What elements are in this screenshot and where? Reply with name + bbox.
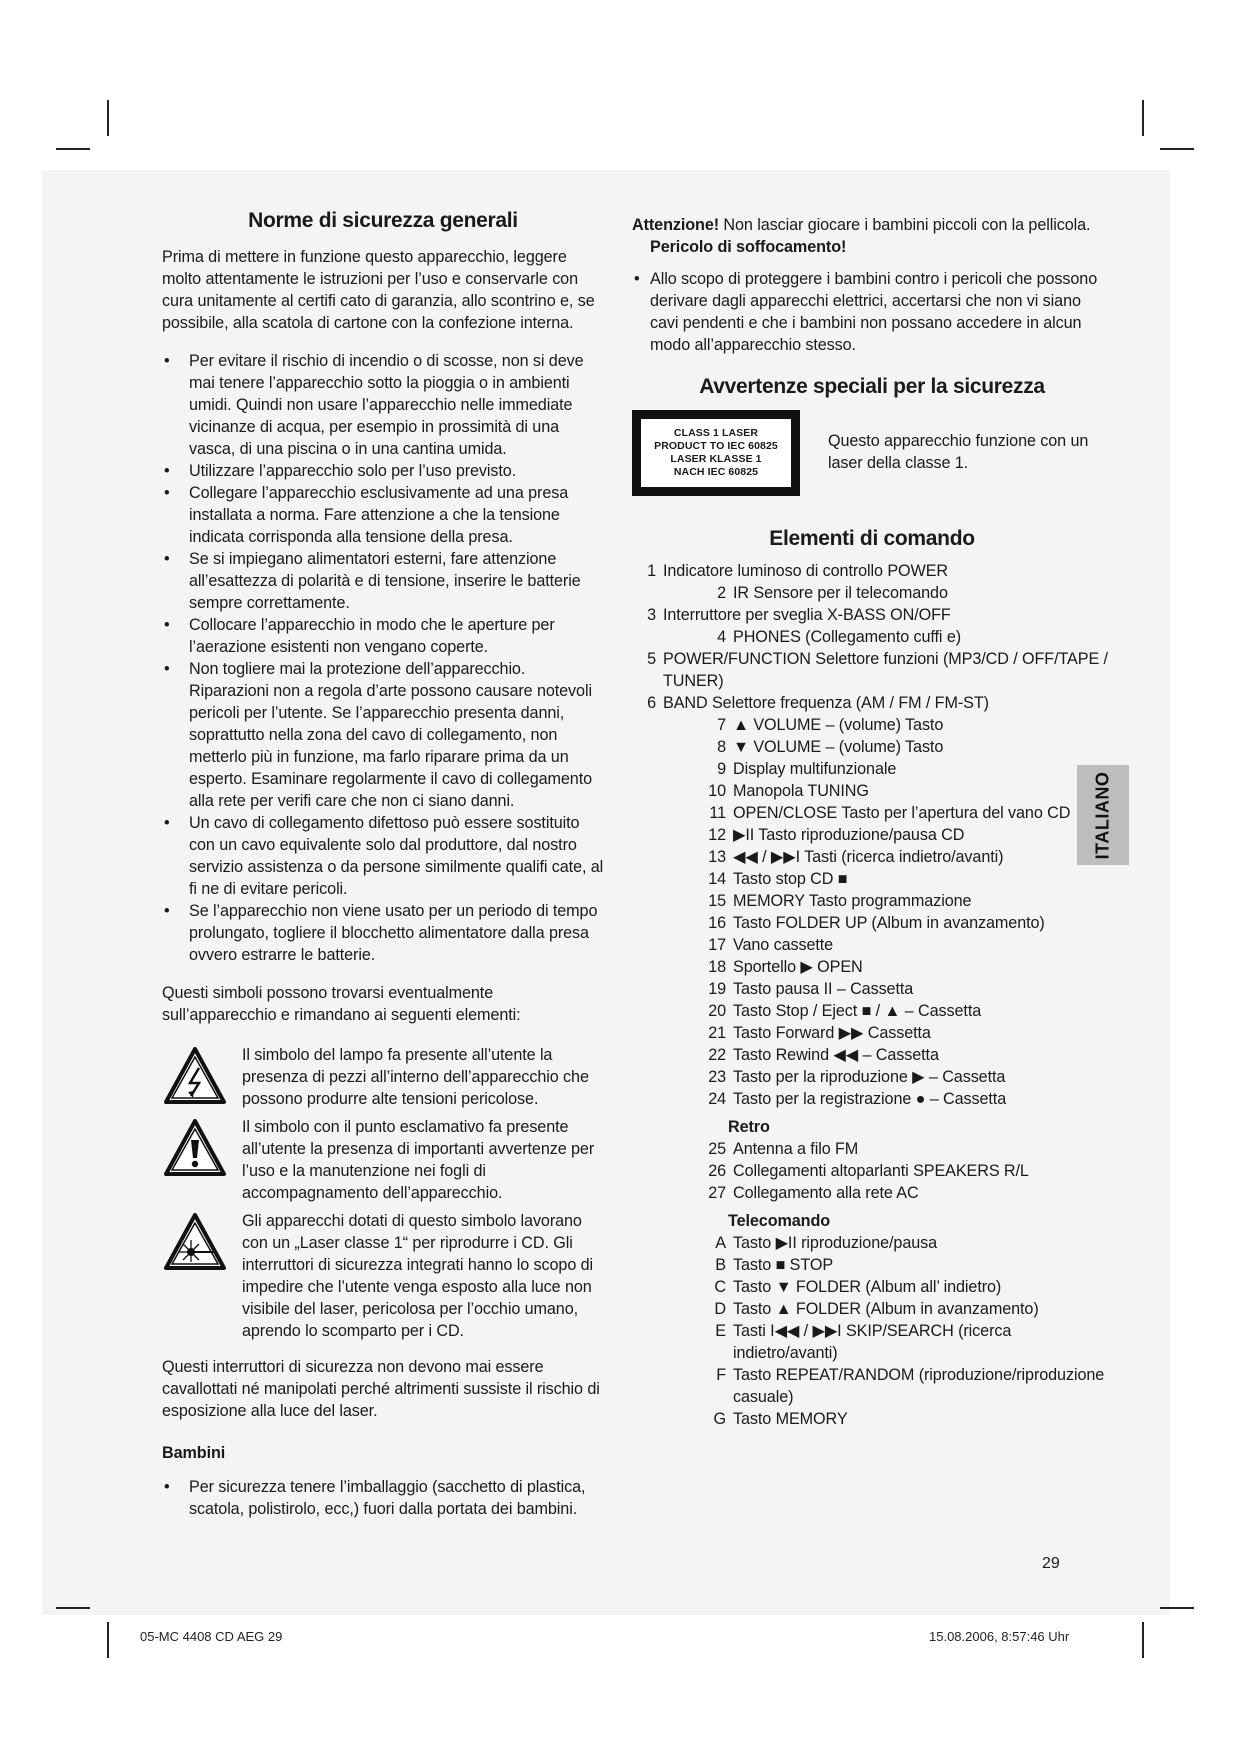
exclamation-warning-icon: [162, 1116, 228, 1204]
laser-class-label: [632, 410, 800, 496]
list-item: B Tasto ■ STOP: [715, 1256, 834, 1274]
list-item: 22 Tasto Rewind ◀◀ – Cassetta: [708, 1046, 939, 1064]
list-item: 9 Display multifunzionale: [717, 760, 897, 778]
list-item: 15 MEMORY Tasto programmazione: [708, 892, 972, 910]
crop-mark: [1142, 1622, 1144, 1658]
retro-list: [632, 1138, 1112, 1204]
list-item: • Allo scopo di proteggere i bambini contro i pericoli che possono derivare dagli apparecchi elettrici, accertarsi che non vi siano cavi pendenti e che i bambini non possano accedere in alcun modo all’apparecchio stesso.: [632, 268, 1112, 356]
laser-label-line: NACH IEC 60825: [673, 466, 759, 478]
list-item: 17 Vano cassette: [708, 936, 834, 954]
crop-mark: [1142, 100, 1144, 136]
list-item: • Se si impiegano alimentatori esterni, fare attenzione all’esattezza di polarità e di tensione, inserire le batterie sempre correttamente.: [162, 548, 604, 614]
list-item: • Un cavo di collegamento difettoso può essere sostituito con un cavo equivalente solo dal produttore, dal nostro servizio assistenza o da persone similmente qualifi cate, al fi ne di evitare pericoli.: [162, 812, 604, 900]
children-heading: Bambini: [162, 1444, 226, 1462]
symbol-text: Il simbolo con il punto esclamativo fa presente all’utente la presenza di importanti avvertenze per l’uso e la manutenzione nei fogli di accompagnamento dell’apparecchio.: [242, 1118, 595, 1202]
crop-mark: [1160, 148, 1194, 150]
list-item: • Non togliere mai la protezione dell’apparecchio. Riparazioni non a regola d’arte possono causare notevoli pericoli per l’utente. Se l’apparecchio presenta danni, soprattutto nella zona del cavo di collegamento, non metterlo più in funzione, ma farlo riparare prima da un esperto. Esaminare regolarmente il cavo di collegamento alla rete per verifi care che non ci siano danni.: [162, 658, 604, 812]
symbol-row-exclamation: [162, 1116, 604, 1204]
list-item: 5 POWER/FUNCTION Selettore funzioni (MP3/CD / OFF/TAPE / TUNER): [647, 650, 1108, 690]
symbol-row-laser: [162, 1210, 604, 1342]
attention-paragraph: [632, 214, 1112, 258]
retro-heading: Retro: [728, 1118, 770, 1136]
list-item: 8 ▼ VOLUME – (volume) Tasto: [717, 738, 944, 756]
remote-list: [632, 1232, 1112, 1430]
symbols-intro: Questi simboli possono trovarsi eventualmente sull’apparecchio e rimandano ai seguenti elementi:: [162, 984, 521, 1024]
list-item: F Tasto REPEAT/RANDOM (riproduzione/riproduzione casuale): [716, 1366, 1105, 1406]
section-title-general-safety: Norme di sicurezza generali: [248, 209, 518, 232]
laser-label-line: LASER KLASSE 1: [670, 453, 762, 465]
footer-file-info: 05-MC 4408 CD AEG 29: [140, 1629, 283, 1644]
crop-mark: [56, 148, 90, 150]
list-item: E Tasti I◀◀ / ▶▶I SKIP/SEARCH (ricerca indietro/avanti): [715, 1322, 1012, 1362]
attention-text: Non lasciar giocare i bambini piccoli con la pellicola.: [719, 216, 1091, 234]
children-protection-list: [632, 268, 1112, 356]
crop-mark: [107, 1622, 109, 1658]
laser-label-line: CLASS 1 LASER: [673, 427, 759, 439]
language-tab-label: ITALIANO: [1092, 771, 1113, 859]
footer-timestamp: 15.08.2006, 8:57:46 Uhr: [929, 1629, 1070, 1644]
crop-mark: [1160, 1607, 1194, 1609]
list-item: • Collegare l’apparecchio esclusivamente ad una presa installata a norma. Fare attenzione a che la tensione indicata corrisponda alla tensione della presa.: [162, 482, 604, 548]
list-item: • Se l’apparecchio non viene usato per un periodo di tempo prolungato, togliere il blocchetto alimentatore dalla presa ovvero estrarre le batterie.: [162, 900, 604, 966]
list-item: • Utilizzare l’apparecchio solo per l’uso previsto.: [162, 460, 604, 482]
list-item: 2 IR Sensore per il telecomando: [717, 584, 948, 602]
list-item: 16 Tasto FOLDER UP (Album in avanzamento): [708, 914, 1045, 932]
laser-class-label-inner: [640, 418, 792, 488]
remote-heading: Telecomando: [728, 1212, 831, 1230]
right-column: [632, 214, 1112, 1430]
laser-class-row: [632, 410, 1112, 496]
attention-danger: Pericolo di soffocamento!: [650, 238, 847, 256]
safety-bullet-list: [162, 350, 604, 966]
crop-mark: [56, 1607, 90, 1609]
symbol-text: Il simbolo del lampo fa presente all’utente la presenza di pezzi all’interno dell’apparecchio che possono produrre alte tensioni pericolose.: [242, 1046, 589, 1108]
controls-list: [632, 560, 1112, 1110]
list-item: 12 ▶II Tasto riproduzione/pausa CD: [708, 826, 965, 844]
list-item: • Per sicurezza tenere l’imballaggio (sacchetto di plastica, scatola, polistirolo, ecc,) fuori dalla portata dei bambini.: [162, 1476, 604, 1520]
list-item: 7 ▲ VOLUME – (volume) Tasto: [717, 716, 944, 734]
intro-paragraph: Prima di mettere in funzione questo apparecchio, leggere molto attentamente le istruzioni per l’uso e conservarle con cura unitamente al certifi cato di garanzia, allo scontrino e, se possibile, alla scatola di cartone con la confezione interna.: [162, 248, 595, 332]
laser-warning-icon: [162, 1210, 228, 1342]
section-title-controls: Elementi di comando: [769, 527, 975, 550]
list-item: D Tasto ▲ FOLDER (Album in avanzamento): [714, 1300, 1039, 1318]
list-item: 3 Interruttore per sveglia X-BASS ON/OFF: [647, 606, 951, 624]
children-bullet-list: [162, 1476, 604, 1520]
lightning-warning-icon: [162, 1044, 228, 1110]
crop-mark: [107, 100, 109, 136]
page-number: 29: [1042, 1555, 1060, 1572]
list-item: 14 Tasto stop CD ■: [708, 870, 848, 888]
list-item: 11 OPEN/CLOSE Tasto per l’apertura del vano CD: [709, 804, 1071, 822]
section-title-special-safety: Avvertenze speciali per la sicurezza: [699, 375, 1045, 398]
list-item: 24 Tasto per la registrazione ● – Cassetta: [708, 1090, 1007, 1108]
list-item: • Per evitare il rischio di incendio o di scosse, non si deve mai tenere l’apparecchio sotto la pioggia o in ambienti umidi. Quindi non usare l’apparecchio nelle immediate vicinanze di acqua, per esempio in prossimità di una vasca, di una piscina o in una cantina umida.: [162, 350, 604, 460]
list-item: 6 BAND Selettore frequenza (AM / FM / FM-ST): [647, 694, 989, 712]
list-item: 1 Indicatore luminoso di controllo POWER: [647, 562, 948, 580]
list-item: • Collocare l’apparecchio in modo che le aperture per l’aerazione esistenti non vengano coperte.: [162, 614, 604, 658]
list-item: 10 Manopola TUNING: [708, 782, 869, 800]
list-item: C Tasto ▼ FOLDER (Album all’ indietro): [714, 1278, 1002, 1296]
list-item: 13 ◀◀ / ▶▶I Tasti (ricerca indietro/avanti): [708, 848, 1004, 866]
list-item: 27 Collegamento alla rete AC: [708, 1184, 919, 1202]
symbol-row-lightning: [162, 1044, 604, 1110]
list-item: 21 Tasto Forward ▶▶ Cassetta: [708, 1024, 931, 1042]
left-column: [162, 210, 604, 1520]
language-side-tab: [1077, 765, 1129, 865]
symbol-text: Gli apparecchi dotati di questo simbolo lavorano con un „Laser classe 1“ per riprodurre i CD. Gli interruttori di sicurezza integrati hanno lo scopo di impedire che l’utente venga esposto alla luce non visibile del laser, pericolosa per l’occhio umano, aprendo lo scomparto per i CD.: [242, 1212, 594, 1340]
list-item: 20 Tasto Stop / Eject ■ / ▲ – Cassetta: [708, 1002, 982, 1020]
list-item: 23 Tasto per la riproduzione ▶ – Cassetta: [708, 1068, 1006, 1086]
list-item: 4 PHONES (Collegamento cuffi e): [717, 628, 962, 646]
laser-class-text: Questo apparecchio funzione con un laser della classe 1.: [828, 432, 1089, 472]
list-item: 19 Tasto pausa II – Cassetta: [708, 980, 914, 998]
list-item: 18 Sportello ▶ OPEN: [708, 958, 863, 976]
list-item: 26 Collegamenti altoparlanti SPEAKERS R/L: [708, 1162, 1029, 1180]
laser-label-line: PRODUCT TO IEC 60825: [654, 440, 778, 452]
list-item: G Tasto MEMORY: [713, 1410, 848, 1428]
list-item: A Tasto ▶II riproduzione/pausa: [715, 1234, 938, 1252]
attention-label: Attenzione!: [632, 216, 720, 234]
safety-switch-note: Questi interruttori di sicurezza non devono mai essere cavallottati né manipolati perché altrimenti sussiste il rischio di esposizione alla luce del laser.: [162, 1358, 600, 1420]
list-item: 25 Antenna a filo FM: [708, 1140, 859, 1158]
